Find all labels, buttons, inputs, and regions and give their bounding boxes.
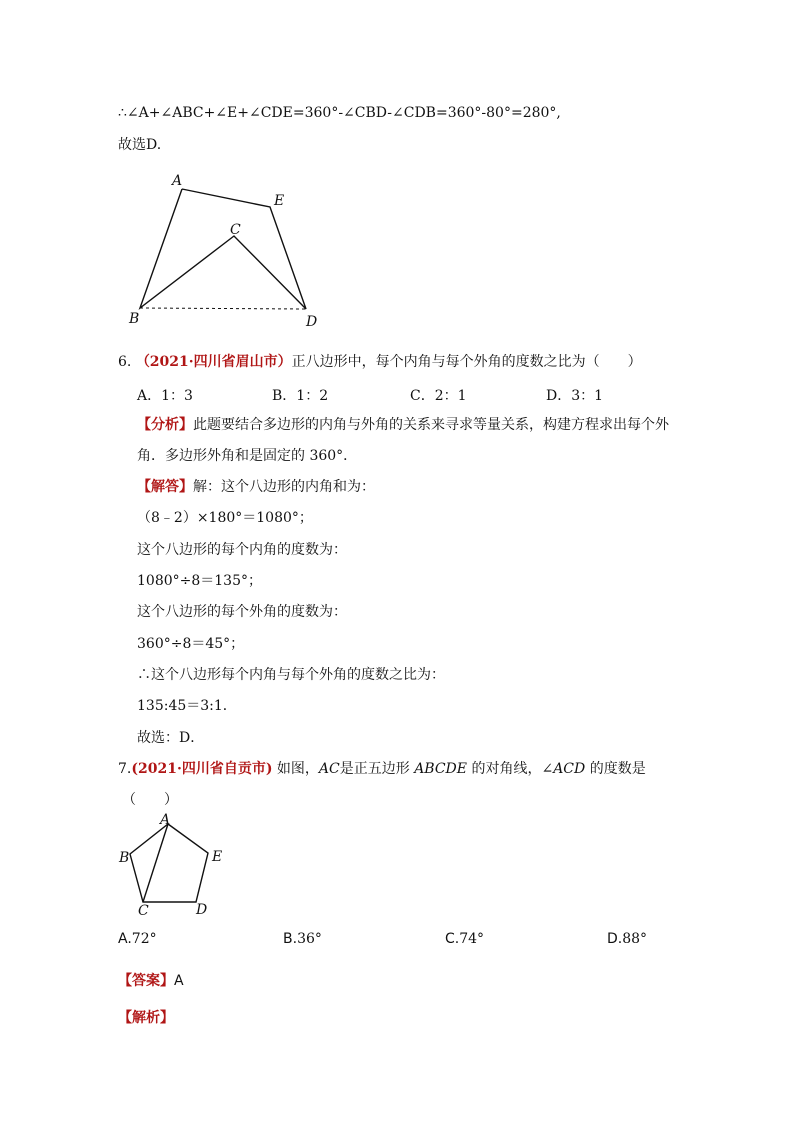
q6-stem-line — [118, 353, 642, 371]
q7-option-a-letter: A. — [118, 931, 132, 947]
q7-option-b-value: 36° — [297, 931, 322, 947]
fig1-label-c: C — [230, 222, 241, 238]
q7-stem-prefix: 如图， — [276, 761, 319, 777]
q6-number: 6. — [118, 354, 132, 370]
q6-solution-step: 这个八边形的每个外角的度数为： — [137, 604, 347, 620]
fig2-label-b: B — [119, 850, 130, 866]
q6-option-c: C．2：1 — [410, 388, 467, 404]
q7-option-c-value: 74° — [459, 931, 485, 947]
q6-solution-step: ∴这个八边形每个内角与每个外角的度数之比为： — [137, 667, 445, 683]
q6-solution-first: 解：这个八边形的内角和为： — [193, 479, 375, 495]
diagonal-ac — [143, 824, 168, 902]
q7-stem-ac: AC — [318, 761, 340, 777]
q6-solution-step: （8﹣2）×180°＝1080°； — [137, 510, 313, 526]
q7-stem-angle: ∠ACD — [541, 761, 586, 777]
q7-option-a — [118, 931, 157, 947]
q7-option-b — [283, 931, 322, 947]
q7-option-c — [445, 931, 484, 947]
q7-option-b-letter: B. — [283, 931, 298, 947]
fig1-label-b: B — [129, 311, 140, 327]
figure-1-dashed-bd — [140, 308, 306, 309]
q7-answer-value: A — [174, 973, 184, 989]
q6-option-d: D．3：1 — [546, 388, 604, 404]
q7-answer-tag: 【答案】 — [118, 973, 174, 989]
q6-solution-step: 故选：D． — [137, 730, 205, 746]
q7-stem-suffix: 的度数是 — [589, 761, 646, 777]
q7-answer-line — [118, 972, 184, 990]
choice-line: 故选D. — [118, 137, 162, 153]
q6-solution-step: 1080°÷8＝135°； — [137, 573, 262, 589]
q6-analysis-tag: 【分析】 — [137, 417, 193, 433]
q7-stem-shape: ABCDE — [414, 761, 468, 777]
fig2-label-c: C — [138, 903, 149, 919]
q6-option-a: A．1：3 — [137, 388, 193, 404]
pentagon-outline — [130, 824, 208, 902]
q7-option-d — [607, 931, 647, 947]
q6-source: （2021·四川省眉山市） — [135, 354, 292, 370]
q6-solution-step: 135:45＝3:1． — [137, 698, 237, 714]
q7-option-d-letter: D. — [607, 931, 623, 947]
q6-option-b: B．1：2 — [272, 388, 329, 404]
fig2-label-e: E — [212, 849, 223, 865]
q7-stem-mid2: 的对角线， — [471, 761, 542, 777]
q7-explain-tag: 【解析】 — [118, 1010, 174, 1026]
q7-answer-paren: （ ） — [122, 792, 178, 808]
q7-stem-mid: 是正五边形 — [339, 761, 410, 777]
q6-solution-step: 360°÷8＝45°； — [137, 636, 245, 652]
q6-analysis-text-1: 此题要结合多边形的内角与外角的关系来寻求等量关系，构建方程求出每个外 — [193, 417, 669, 433]
q6-stem: 正八边形中，每个内角与每个外角的度数之比为（ ） — [291, 354, 642, 370]
q6-analysis-line-1 — [137, 416, 669, 434]
conclusion-line: ∴∠A+∠ABC+∠E+∠CDE=360°-∠CBD-∠CDB=360°-80°=280°, — [118, 105, 561, 121]
pentagon-diagram — [114, 812, 234, 920]
fig1-label-e: E — [274, 193, 285, 209]
q7-option-d-value: 88° — [622, 931, 648, 947]
q7-number: 7. — [118, 761, 132, 777]
fig1-label-d: D — [306, 314, 318, 330]
q7-option-c-letter: C. — [445, 931, 460, 947]
q7-stem-line — [118, 760, 646, 778]
fig2-label-a: A — [160, 812, 171, 828]
q7-source: (2021·四川省自贡市) — [131, 761, 273, 777]
figure-1-diagram — [118, 162, 338, 332]
q6-analysis-line-2: 角．多边形外角和是固定的 360°． — [137, 448, 358, 464]
fig1-label-a: A — [172, 173, 183, 189]
fig2-label-d: D — [196, 902, 208, 918]
q6-solution-step: 这个八边形的每个内角的度数为： — [137, 542, 347, 558]
q6-solution-tag: 【解答】 — [137, 479, 193, 495]
q7-option-a-value: 72° — [131, 931, 157, 947]
q6-solution-line-1 — [137, 478, 375, 496]
